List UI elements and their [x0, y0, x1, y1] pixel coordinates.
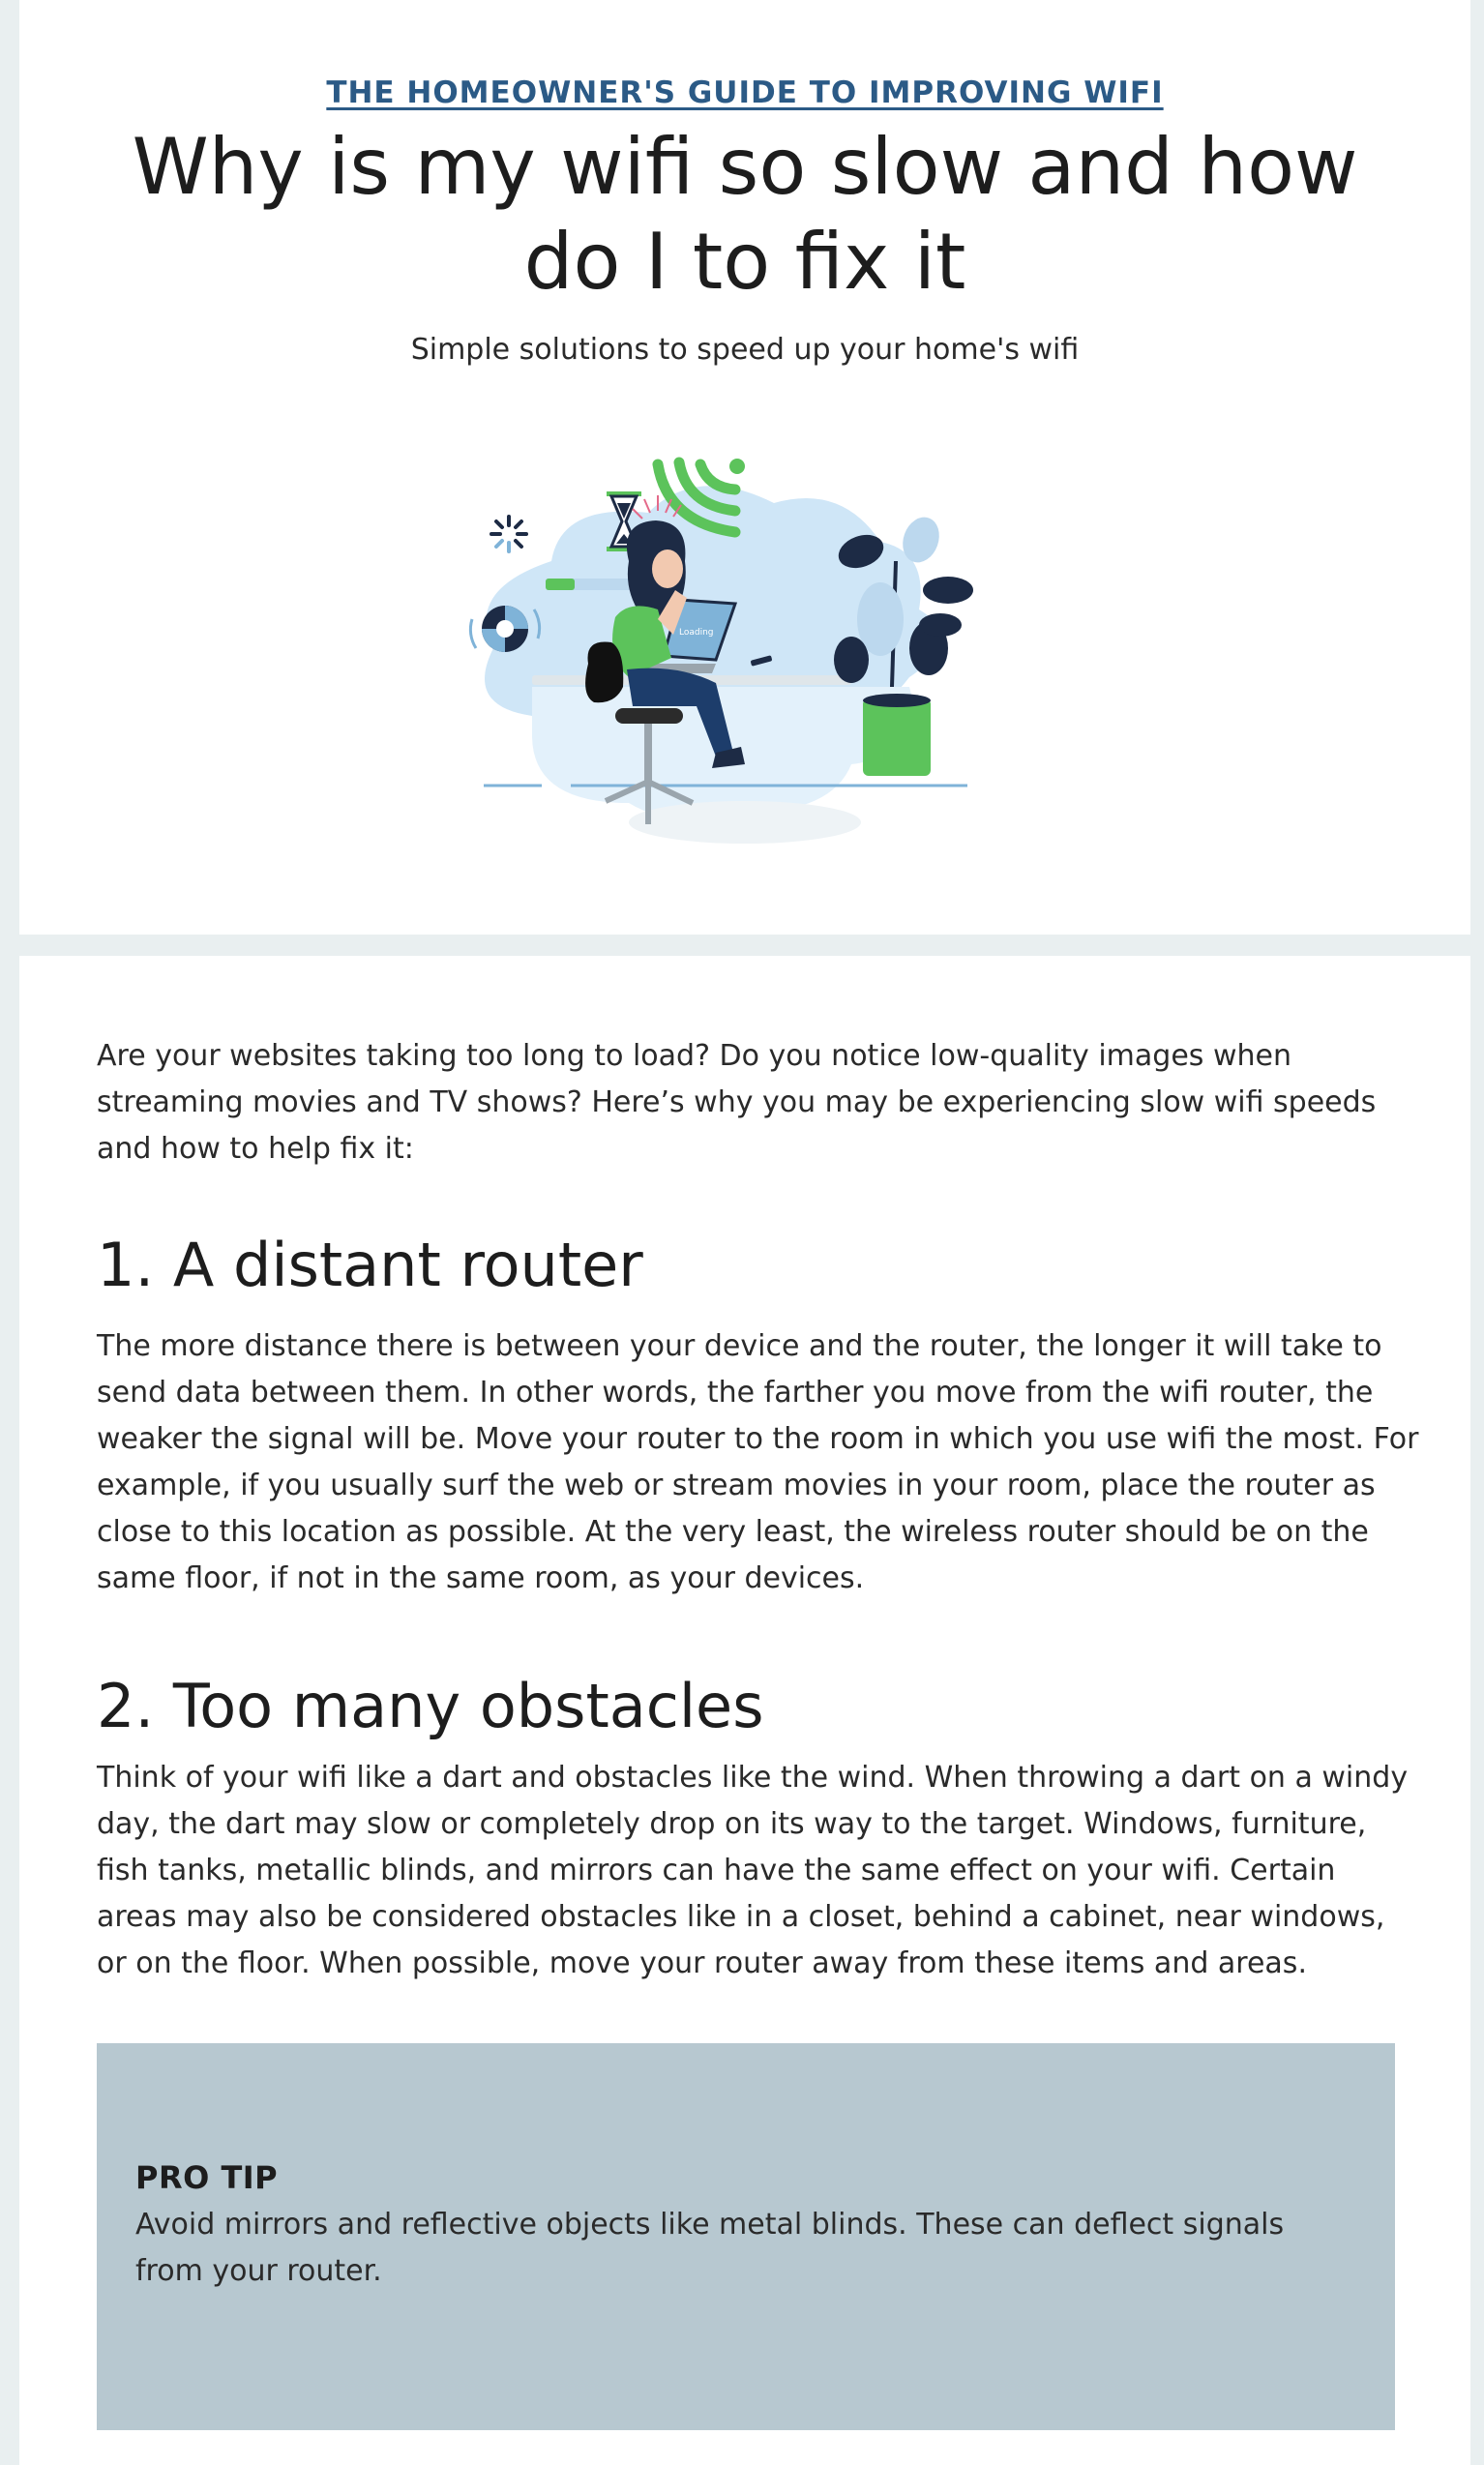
laptop-screen-text: Loading	[679, 628, 714, 638]
pro-tip-box	[97, 2043, 1395, 2430]
section-heading-obstacles: 2. Too many obstacles	[97, 1671, 764, 1741]
hero-card	[19, 0, 1470, 935]
intro-paragraph: Are your websites taking too long to load? Do you notice low-quality images when streaming movies and TV shows? Here’s why you may be experiencing slow wifi speeds and how to help fix it:	[97, 1039, 1377, 1166]
page-subtitle: Simple solutions to speed up your home's wifi	[410, 333, 1080, 367]
article-card	[19, 956, 1470, 2465]
slow-wifi-illustration	[426, 445, 1083, 890]
section-body-obstacles: Think of your wifi like a dart and obstacles like the wind. When throwing a dart on a windy day, the dart may slow or completely drop on its way to the target. Windows, furniture, fish tanks, metallic blinds, and mirrors can have the same effect on your wifi. Certain areas may also be considered obstacles like in a closet, behind a cabinet, near windows, or on the floor. When possible, move your router away from these items and areas.	[97, 1761, 1409, 1980]
loading-spinner-icon	[491, 517, 526, 551]
page-title: Why is my wifi so slow and how do I to fix it	[132, 122, 1358, 307]
pro-tip-label: PRO TIP	[135, 2159, 279, 2196]
section-heading-distant-router: 1. A distant router	[97, 1230, 643, 1300]
section-body-distant-router: The more distance there is between your device and the router, the longer it will take to send data between them. In other words, the farther you move from the wifi router, the weaker the signal will be. Move your router to the room in which you use wifi the most. For example, if you usually surf the web or stream movies in your room, place the router as close to this location as possible. At the very least, the wireless router should be on the same floor, if not in the same room, as your devices.	[97, 1329, 1419, 1595]
pro-tip-text: Avoid mirrors and reflective objects like metal blinds. These can deflect signals from your router.	[135, 2208, 1285, 2288]
guide-link[interactable]: THE HOMEOWNER'S GUIDE TO IMPROVING WIFI	[326, 75, 1164, 110]
progress-bar-icon	[546, 579, 635, 590]
